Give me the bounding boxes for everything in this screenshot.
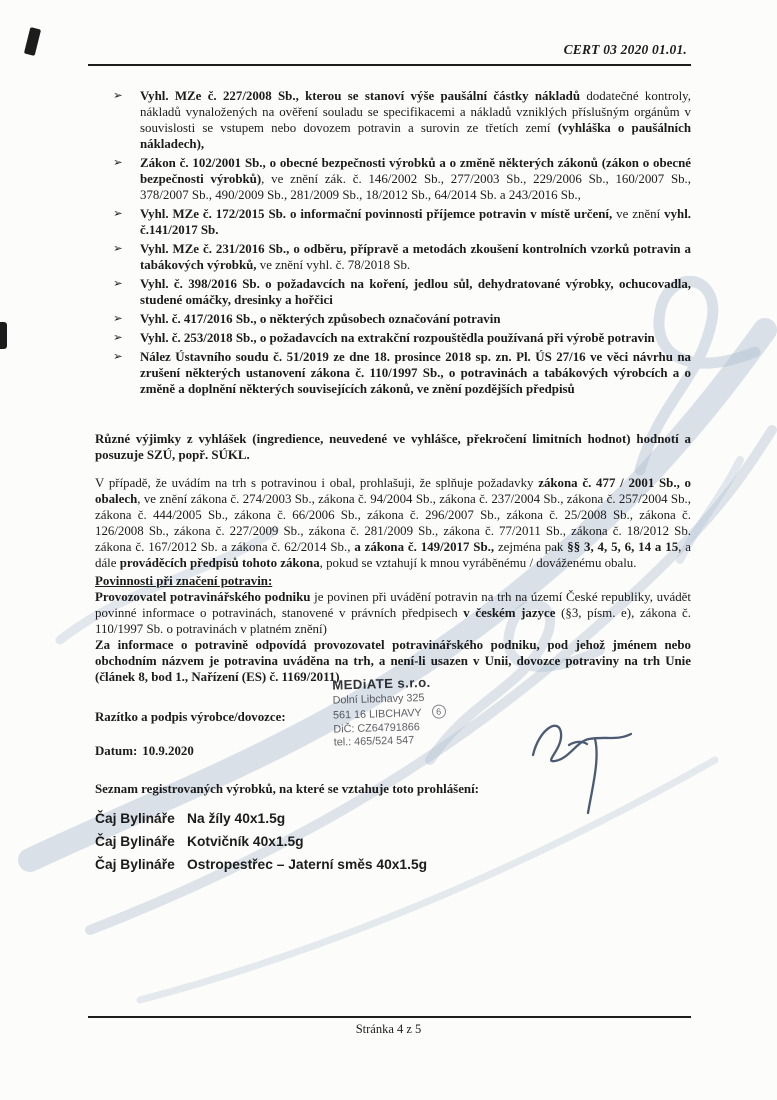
legal-bullet-item xyxy=(95,155,691,203)
date-line xyxy=(95,743,199,759)
legal-bullet-item xyxy=(95,330,691,346)
bullet-arrow-icon: ➢ xyxy=(113,157,123,169)
legal-bullet-item xyxy=(95,88,691,152)
header-rule xyxy=(88,64,691,66)
bullet-text: Vyhl. MZe č. 172/2015 Sb. o informační povinnosti příjemce potravin v místě určení, ve znění vyhl. č.141/2017 Sb. xyxy=(140,207,692,237)
stamp-company-name: MEDiATE s.r.o. xyxy=(331,674,431,693)
scan-artifact-topleft xyxy=(24,27,41,56)
document-body xyxy=(95,88,691,880)
date-value: 10.9.2020 xyxy=(142,744,194,758)
page-number: Stránka 4 z 5 xyxy=(355,1022,422,1036)
responsibility-paragraph: Za informace o potravině odpovídá provozovatel potravinářského podniku, pod jehož jménem nebo obchodním názvem je potravina uváděna na trh, a není-li usazen v Unii, dovozce potraviny na trh Unie (článek 8, bod 1., Nařízení (ES) č. 1169/2011) xyxy=(95,638,691,684)
scan-artifact-leftedge xyxy=(0,322,7,349)
bullet-arrow-icon: ➢ xyxy=(113,243,123,255)
product-name: Ostropestřec – Jaterní směs 40x1.5g xyxy=(187,857,428,872)
stamp-circle-mark: 6 xyxy=(431,704,445,718)
stamp-phone-line: tel.: 465/524 547 xyxy=(333,734,415,749)
packaging-paragraph: V případě, že uvádím na trh s potravinou i obal, prohlašuji, že splňuje požadavky zákona č. 477 / 2001 Sb., o obalech, ve znění zákona č. 274/2003 Sb., zákona č. 94/2004 Sb., zákona č. 237/2004 Sb., zákona č. 257/2004 Sb., zákona č. 444/2005 Sb., zákona č. 66/2006 Sb., zákona č. 296/2007 Sb., zákona č. 25/2008 Sb., zákona č. 126/2008 Sb., zákona č. 227/2009 Sb., zákona č. 281/2009 Sb., zákona č. 77/2011 Sb., zákona č. 18/2012 Sb. zákona č. 167/2012 Sb. a zákona č. 62/2014 Sb., a zákona č. 149/2017 Sb., zejména pak §§ 3, 4, 5, 6, 14 a 15, a dále prováděcích předpisů tohoto zákona, pokud se vztahují k mnou vyráběnému / dováženému obalu. xyxy=(95,476,691,570)
legal-bullet-item xyxy=(95,349,691,397)
doc-code: CERT 03 2020 01.01. xyxy=(563,42,687,57)
bullet-arrow-icon: ➢ xyxy=(113,278,123,290)
exceptions-paragraph: Různé výjimky z vyhlášek (ingredience, neuvedené ve vyhlášce, překročení limitních hodnot) hodnotí a posuzuje SZÚ, popř. SÚKL. xyxy=(95,432,691,462)
date-label: Datum: xyxy=(95,744,138,758)
signature-scribble xyxy=(525,711,655,821)
stamp-address-line: 561 16 LIBCHAVY 6 xyxy=(333,704,446,723)
bullet-text: Vyhl. MZe č. 227/2008 Sb., kterou se stanoví výše paušální částky nákladů dodatečné kontroly, nákladů vynaložených na ověření souladu se specifikacemi a nákladů vzniklých příslušným orgánům v souvislosti se vstupem nebo dovozem potravin a surovin ze třetích zemí (vyhláška o paušálních nákladech), xyxy=(140,89,691,151)
legal-bullet-item xyxy=(95,311,691,327)
stamp-address-line: Dolní Libchavy 325 xyxy=(332,691,425,707)
bullet-text: Zákon č. 102/2001 Sb., o obecné bezpečnosti výrobků a o změně některých zákonů (zákon o obecné bezpečnosti výrobků), ve znění zák. č. 146/2002 Sb., 277/2003 Sb., 229/2006 Sb., 160/2007 Sb., 378/2007 Sb., 490/2009 Sb., 281/2009 Sb., 18/2012 Sb., 64/2014 Sb. a 243/2016 Sb., xyxy=(140,156,692,202)
labeling-heading: Povinnosti při značení potravin: xyxy=(95,574,273,588)
bullet-text: Vyhl. č. 417/2016 Sb., o některých způsobech označování potravin xyxy=(140,312,501,326)
product-row xyxy=(95,857,691,872)
bullet-text: Vyhl. č. 398/2016 Sb. o požadavcích na koření, jedlou sůl, dehydratované výrobky, ochucovadla, studené omáčky, dresinky a hořčici xyxy=(140,277,691,307)
legal-bullet-item xyxy=(95,276,691,308)
stamp-vat-line: DiČ: CZ64791866 xyxy=(333,720,421,736)
bullet-arrow-icon: ➢ xyxy=(113,332,123,344)
legal-bullet-list xyxy=(95,88,691,397)
product-name: Kotvičník 40x1.5g xyxy=(187,834,304,849)
legal-bullet-item xyxy=(95,206,691,238)
bullet-arrow-icon: ➢ xyxy=(113,90,123,102)
bullet-arrow-icon: ➢ xyxy=(113,351,123,363)
stamp-and-signature-block xyxy=(95,674,691,781)
product-brand: Čaj Bylináře xyxy=(95,834,175,849)
footer-rule xyxy=(88,1016,691,1018)
legal-bullet-item xyxy=(95,241,691,273)
products-heading: Seznam registrovaných výrobků, na které se vztahuje toto prohlášení: xyxy=(95,782,479,796)
bullet-text: Vyhl. č. 253/2018 Sb., o požadavcích na extrakční rozpouštědla používaná při výrobě potravin xyxy=(140,331,655,345)
labeling-paragraph: Provozovatel potravinářského podniku je povinen při uvádění potravin na trh na území České republiky, uvádět povinné informace o potravinách, stanovené v právních předpisech v českém jazyce (§3, písm. e), zákona č. 110/1997 Sb. o potravinách v platném znění) xyxy=(95,590,692,636)
bullet-arrow-icon: ➢ xyxy=(113,208,123,220)
bullet-arrow-icon: ➢ xyxy=(113,313,123,325)
product-row xyxy=(95,834,691,849)
product-name: Na žíly 40x1.5g xyxy=(187,811,286,826)
company-stamp xyxy=(332,675,447,750)
product-brand: Čaj Bylináře xyxy=(95,811,175,826)
bullet-text: Nález Ústavního soudu č. 51/2019 ze dne 18. prosince 2018 sp. zn. Pl. ÚS 27/16 ve věci návrhu na zrušení některých ustanovení zákona č. 110/1997 Sb., o potravinách a tabákových výrobcích a o změně a doplnění některých souvisejících zákonů, ve znění pozdějších předpisů xyxy=(140,350,691,396)
bullet-text: Vyhl. MZe č. 231/2016 Sb., o odběru, přípravě a metodách zkoušení kontrolních vzorků potravin a tabákových výrobků, ve znění vyhl. č. 78/2018 Sb. xyxy=(140,242,691,272)
product-brand: Čaj Bylináře xyxy=(95,857,175,872)
stamp-label: Razítko a podpis výrobce/dovozce: xyxy=(95,710,286,724)
